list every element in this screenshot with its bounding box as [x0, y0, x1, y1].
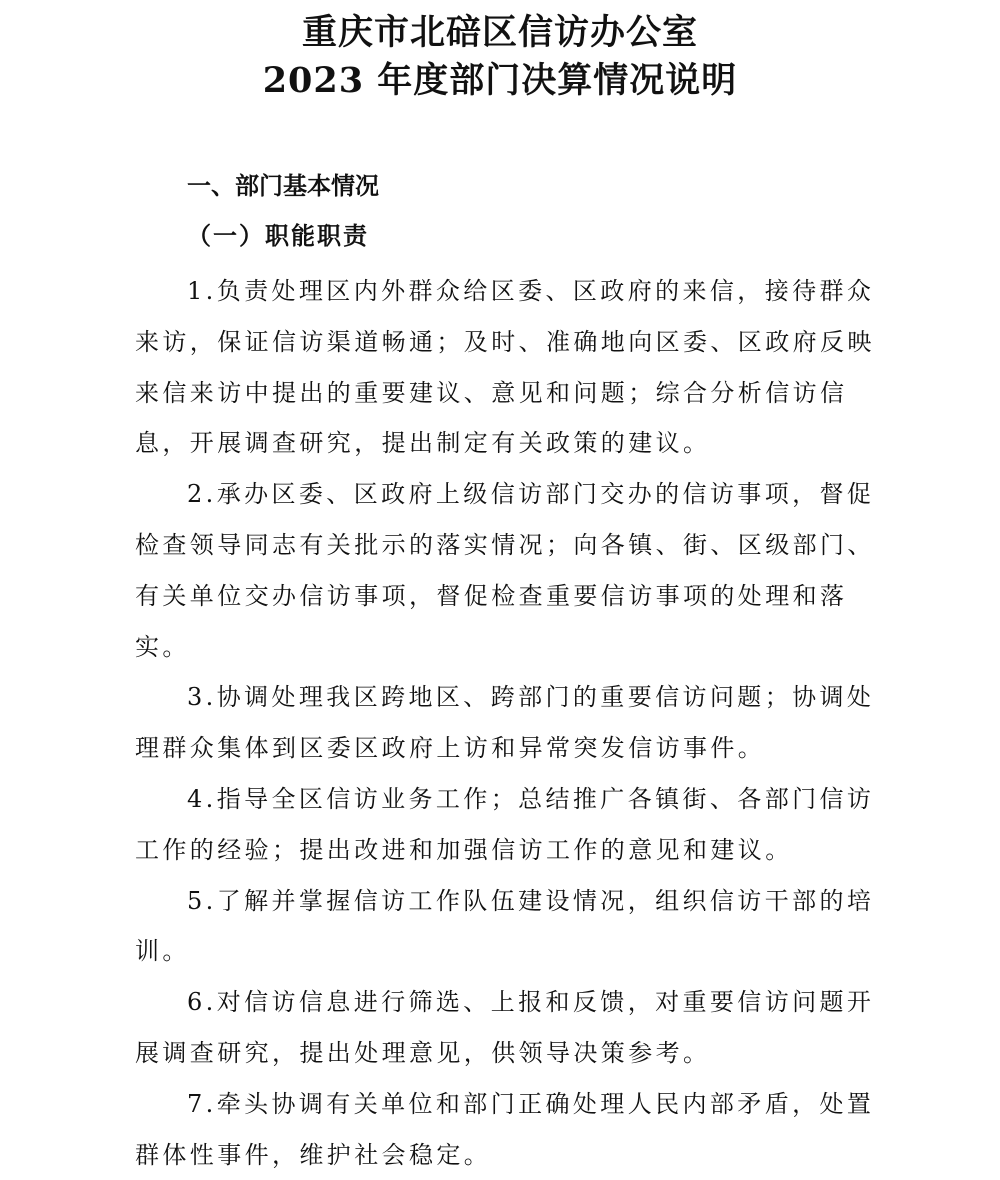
document-title-line1: 重庆市北碚区信访办公室: [301, 12, 698, 53]
sub-heading: （一）职能职责: [187, 221, 369, 250]
document-title-line2: 2023 年度部门决算情况说明: [262, 60, 738, 101]
paragraph-4: 4.指导全区信访业务工作；总结推广各镇街、各部门信访工作的经验；提出改进和加强信访工作的意见和建议。: [135, 784, 875, 864]
body-text: [135, 266, 877, 1180]
paragraph-2: 2.承办区委、区政府上级信访部门交办的信访事项，督促检查领导同志有关批示的落实情况；向各镇、街、区级部门、有关单位交办信访事项，督促检查重要信访事项的处理和落实。: [135, 480, 875, 661]
paragraph-3: 3.协调处理我区跨地区、跨部门的重要信访问题；协调处理群众集体到区委区政府上访和异常突发信访事件。: [135, 683, 875, 763]
paragraph-7: 7.牵头协调有关单位和部门正确处理人民内部矛盾，处置群体性事件，维护社会稳定。: [135, 1089, 875, 1169]
paragraph-5: 5.了解并掌握信访工作队伍建设情况，组织信访干部的培训。: [135, 886, 875, 966]
section-heading: 一、部门基本情况: [187, 172, 379, 200]
paragraph-6: 6.对信访信息进行筛选、上报和反馈，对重要信访问题开展调查研究，提出处理意见，供领导决策参考。: [135, 988, 875, 1067]
paragraph-1: 1.负责处理区内外群众给区委、区政府的来信，接待群众来访，保证信访渠道畅通；及时、准确地向区委、区政府反映来信来访中提出的重要建议、意见和问题；综合分析信访信息，开展调查研究，提出制定有关政策的建议。: [135, 277, 875, 458]
